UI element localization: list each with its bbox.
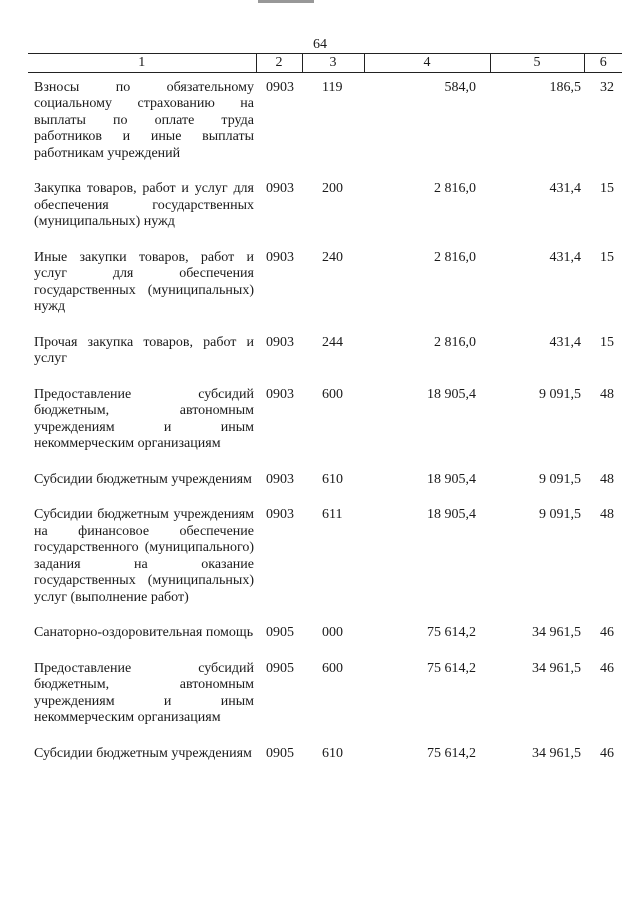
actual-value-cell: 186,5	[549, 79, 581, 95]
column-header-4: 4	[364, 54, 490, 73]
actual-value-cell: 9 091,5	[539, 507, 581, 522]
section-code-cell: 0903	[266, 471, 294, 487]
table-row	[28, 654, 622, 739]
column-header-6: 6	[584, 54, 622, 73]
actual-value-cell: 431,4	[549, 181, 581, 196]
actual-value-cell: 9 091,5	[539, 471, 581, 487]
row-name: Субсидии бюджетным учреждениям на финансовое обеспечение государственного (муниципального) задания на оказание государственных (муниципальных) услуг (выполнение работ)	[34, 507, 254, 605]
column-header-1: 1	[28, 54, 256, 73]
percent-cell: 46	[600, 660, 614, 676]
expense-type-cell: 240	[322, 249, 343, 265]
row-name: Прочая закупка товаров, работ и услуг	[34, 334, 254, 366]
row-name-cell	[28, 243, 256, 328]
expense-type-cell: 119	[322, 79, 343, 95]
section-code-cell: 0905	[266, 625, 294, 640]
actual-value-cell: 34 961,5	[532, 625, 581, 640]
actual-value-cell: 34 961,5	[532, 745, 581, 761]
section-code-cell: 0903	[266, 386, 294, 402]
plan-value-cell: 2 816,0	[434, 334, 476, 350]
table-row	[28, 500, 622, 618]
table-row	[28, 380, 622, 465]
plan-value-cell: 18 905,4	[427, 471, 476, 487]
table-row	[28, 618, 622, 654]
row-name-cell	[28, 328, 256, 380]
row-name: Субсидии бюджетным учреждениям	[34, 471, 252, 487]
column-header-3: 3	[302, 54, 364, 73]
row-name-cell	[28, 500, 256, 618]
actual-value-cell: 431,4	[549, 334, 581, 350]
table-header-row	[28, 54, 622, 73]
table-body	[28, 72, 622, 774]
actual-value-cell: 34 961,5	[532, 660, 581, 676]
percent-cell: 15	[600, 249, 614, 265]
plan-value-cell: 75 614,2	[427, 625, 476, 640]
row-name: Закупка товаров, работ и услуг для обеспечения государственных (муниципальных) нужд	[34, 181, 254, 229]
section-code-cell: 0903	[266, 334, 294, 350]
page-number: 64	[313, 37, 327, 52]
row-name-cell	[28, 618, 256, 654]
expense-type-cell: 200	[322, 181, 343, 196]
row-name-cell	[28, 72, 256, 174]
plan-value-cell: 75 614,2	[427, 660, 476, 676]
percent-cell: 15	[600, 334, 614, 350]
row-name-cell	[28, 380, 256, 465]
section-code-cell: 0905	[266, 660, 294, 676]
expense-type-cell: 610	[322, 745, 343, 761]
row-name: Взносы по обязательному социальному страхованию на выплаты по оплате труда работников и иные выплаты работникам учреждений	[34, 79, 254, 161]
expense-type-cell: 600	[322, 386, 343, 402]
section-code-cell: 0903	[266, 79, 294, 95]
row-name: Предоставление субсидий бюджетным, автономным учреждениям и иным некоммерческим организациям	[34, 660, 254, 725]
budget-table	[28, 53, 622, 774]
row-name: Предоставление субсидий бюджетным, автономным учреждениям и иным некоммерческим организациям	[34, 386, 254, 451]
table-row	[28, 465, 622, 501]
row-name-cell	[28, 465, 256, 501]
percent-cell: 48	[600, 471, 614, 487]
expense-type-cell: 244	[322, 334, 343, 350]
table-row	[28, 739, 622, 775]
section-code-cell: 0903	[266, 181, 294, 196]
expense-type-cell: 600	[322, 660, 343, 676]
table-row	[28, 328, 622, 380]
section-code-cell: 0903	[266, 249, 294, 265]
percent-cell: 48	[600, 386, 614, 402]
plan-value-cell: 75 614,2	[427, 745, 476, 761]
table-row	[28, 174, 622, 243]
plan-value-cell: 2 816,0	[434, 181, 476, 196]
expense-type-cell: 000	[322, 625, 343, 640]
row-name-cell	[28, 174, 256, 243]
section-code-cell: 0905	[266, 745, 294, 761]
section-code-cell: 0903	[266, 507, 294, 522]
actual-value-cell: 431,4	[549, 249, 581, 265]
percent-cell: 15	[600, 181, 614, 196]
expense-type-cell: 611	[322, 507, 343, 522]
column-header-5: 5	[490, 54, 584, 73]
plan-value-cell: 18 905,4	[427, 507, 476, 522]
row-name: Иные закупки товаров, работ и услуг для обеспечения государственных (муниципальных) нужд	[34, 249, 254, 314]
table-row	[28, 243, 622, 328]
plan-value-cell: 584,0	[444, 79, 476, 95]
actual-value-cell: 9 091,5	[539, 386, 581, 402]
row-name-cell	[28, 654, 256, 739]
percent-cell: 46	[600, 745, 614, 761]
percent-cell: 46	[600, 625, 614, 640]
row-name: Санаторно-оздоровительная помощь	[34, 625, 254, 640]
scan-artifact-mark	[258, 0, 314, 3]
expense-type-cell: 610	[322, 471, 343, 487]
table-row	[28, 72, 622, 174]
row-name: Субсидии бюджетным учреждениям	[34, 745, 252, 761]
percent-cell: 32	[600, 79, 614, 95]
percent-cell: 48	[600, 507, 614, 522]
row-name-cell	[28, 739, 256, 775]
plan-value-cell: 18 905,4	[427, 386, 476, 402]
plan-value-cell: 2 816,0	[434, 249, 476, 265]
column-header-2: 2	[256, 54, 302, 73]
